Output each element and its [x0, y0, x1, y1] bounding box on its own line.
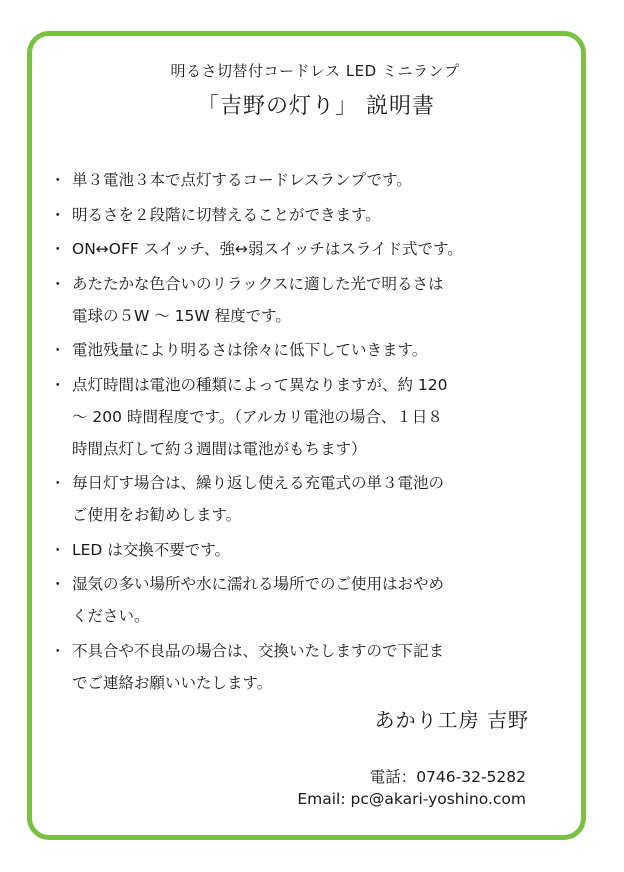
list-item [50, 233, 550, 265]
list-item-text: 単３電池３本で点灯するコードレスランプです。 [72, 171, 412, 189]
instruction-list [50, 164, 550, 701]
list-item-text: 不具合や不良品の場合は、交換いたしますので下記ま [72, 641, 445, 660]
list-item-text: 湿気の多い場所や水に濡れる場所でのご使用はおやめ [72, 575, 445, 593]
list-item-text: ON↔OFF スイッチ、強↔弱スイッチはスライド式です。 [72, 240, 463, 258]
bullet-icon: ・ [50, 205, 66, 224]
list-item-text: あたたかな色合いのリラックスに適した光で明るさは [72, 274, 444, 293]
bullet-icon: ・ [50, 474, 66, 492]
studio-name: あかり工房 吉野 [374, 708, 529, 732]
list-item [50, 164, 550, 196]
list-item-text: ご使用をお勧めします。 [72, 506, 242, 524]
list-item [50, 568, 550, 632]
list-item [50, 268, 550, 332]
bullet-icon: ・ [50, 171, 66, 189]
list-item [50, 534, 550, 566]
list-item-text: 時間点灯して約３週間は電池がもちます） [72, 439, 367, 458]
list-item-text: 点灯時間は電池の種類によって異なりますが、約 120 [72, 375, 448, 394]
product-subtitle: 明るさ切替付コードレス LED ミニランプ [170, 62, 460, 80]
list-item-text: 電球の５W 〜 15W 程度です。 [72, 306, 291, 325]
list-item-text: LED は交換不要です。 [72, 540, 231, 559]
list-item-text: 明るさを２段階に切替えることができます。 [72, 205, 381, 224]
list-item [50, 369, 550, 465]
list-item-text: ください。 [72, 607, 150, 625]
list-item-text: 毎日灯す場合は、繰り返し使える充電式の単３電池の [72, 474, 445, 492]
phone-number: 電話：0746-32-5282 [369, 768, 526, 786]
bullet-icon: ・ [50, 375, 66, 394]
bullet-icon: ・ [50, 274, 66, 293]
list-item [50, 467, 550, 531]
bullet-icon: ・ [50, 641, 66, 660]
bullet-icon: ・ [50, 341, 66, 359]
document-title: 「吉野の灯り」 説明書 [197, 94, 435, 119]
list-item-text: 電池残量により明るさは徐々に低下していきます。 [72, 341, 428, 359]
list-item [50, 635, 550, 699]
bullet-icon: ・ [50, 575, 66, 593]
bullet-icon: ・ [50, 240, 66, 258]
list-item-text: 〜 200 時間程度です。（アルカリ電池の場合、１日８ [72, 407, 443, 426]
list-item [50, 334, 550, 366]
list-item [50, 199, 550, 231]
email-address: Email: pc@akari-yoshino.com [297, 790, 526, 808]
bullet-icon: ・ [50, 540, 66, 559]
list-item-text: でご連絡お願いいたします。 [72, 673, 273, 692]
